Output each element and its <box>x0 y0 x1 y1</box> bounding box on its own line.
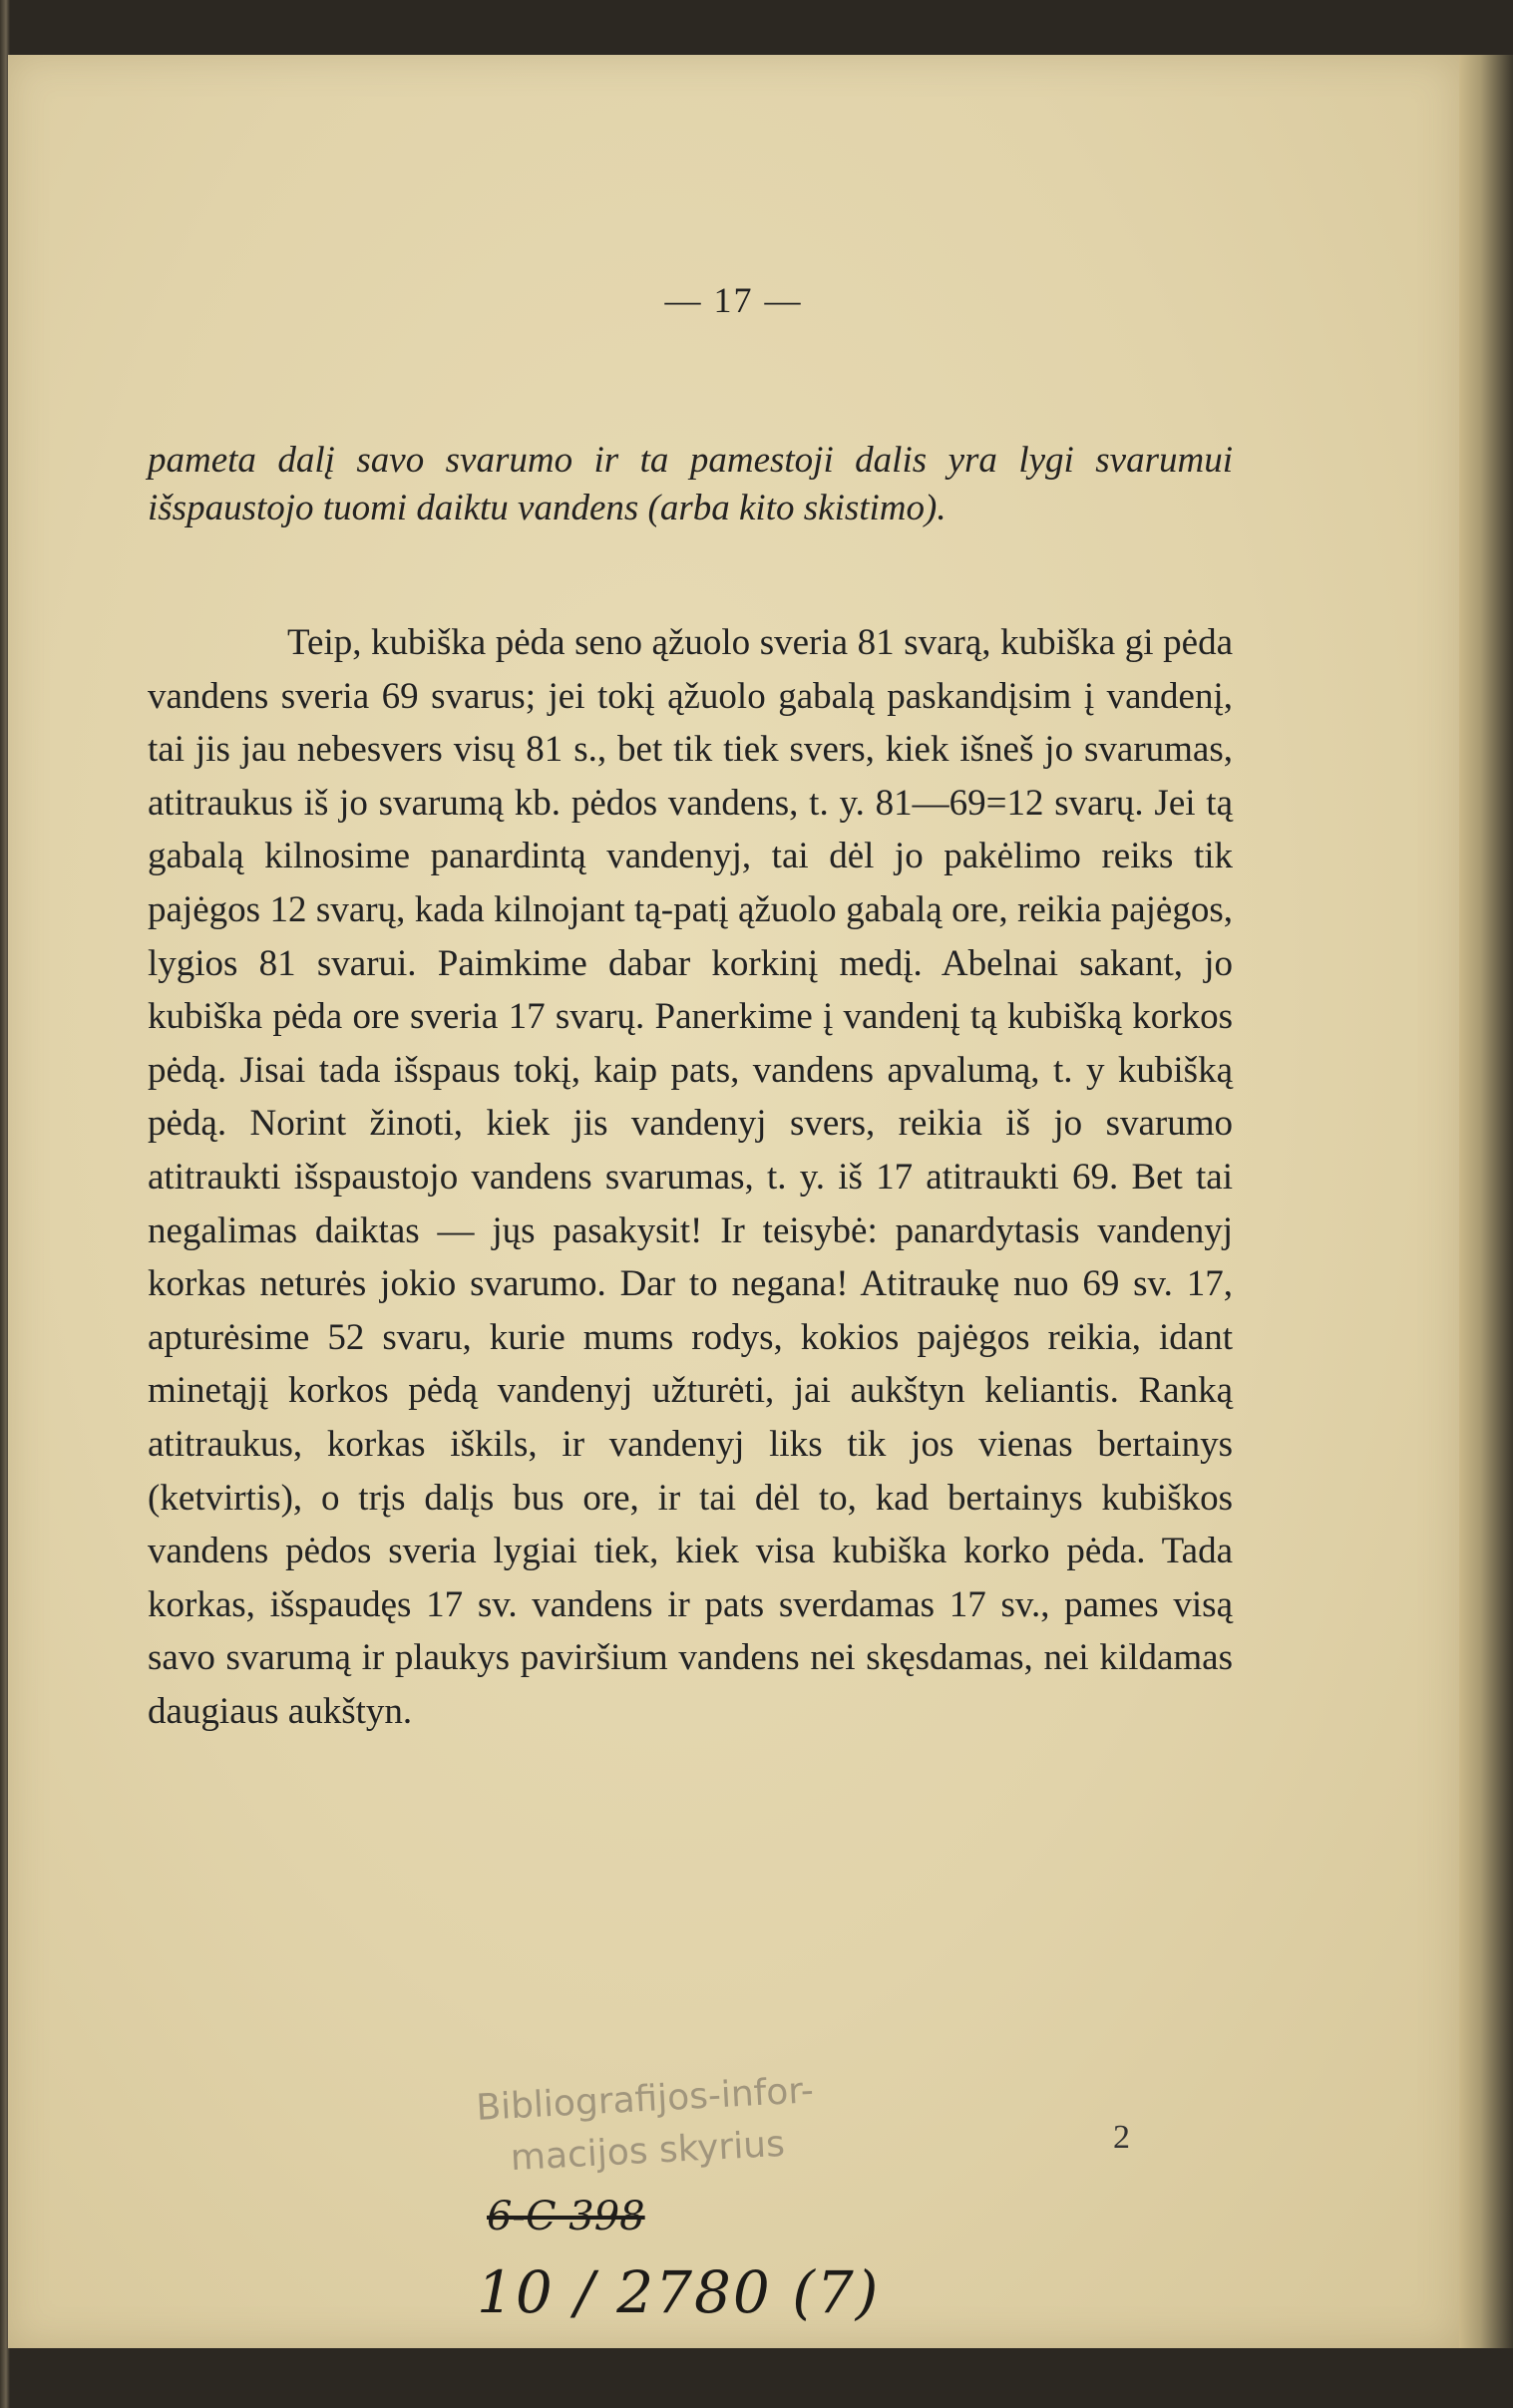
page-edge-shadow <box>1459 55 1513 2348</box>
library-stamp <box>435 2063 859 2189</box>
paragraph-text: Teip, kubiška pėda seno ąžuolo sveria 81 svarą, kubiška gi pėda vandens sveria 69 svarus; jei tokį ąžuolo gabalą paskandįsim į vandenį, tai jis jau nebesvers visų 81 s., bet tik tiek svers, kiek išneš jo svarumas, atitraukus iš jo svarumą kb. pėdos vandens, t. y. 81—69=12 svarų. Jei tą gabalą kilnosime panardintą vandenyj, tai dėl jo pakėlimo reiks tik pajėgos 12 svarų, kada kilnojant tą-patį ąžuolo gabalą ore, reikia pajėgos, lygios 81 svarui. Paimkime dabar korkinį medį. Abelnai sakant, jo kubiška pėda ore sveria 17 svarų. Panerkime į vandenį tą kubišką korkos pėdą. Jisai tada išspaus tokį, kaip pats, vandens apvalumą, t. y kubišką pėdą. Norint žinoti, kiek jis vandenyj svers, reikia iš jo svarumo atitraukti išspaustojo vandens svarumas, t. y. iš 17 atitraukti 69. Bet tai negalimas daiktas — jųs pasakysit! Ir teisybė: panardytasis vandenyj korkas neturės jokio svarumo. Dar to negana! Atitraukę nuo 69 sv. 17, apturėsime 52 svaru, kurie mums rodys, kokios pajėgos reikia, idant minetąjį korkos pėdą vandenyj užturėti, jai aukštyn keliantis. Ranką atitraukus, korkas iškils, ir vandenyj liks tik jos vienas bertainys (ketvirtis), o trįs dalįs bus ore, ir tai dėl to, kad bertainys kubiškos vandens pėdos sveria lygiai tiek, kiek visa kubiška korko pėda. Tada korkas, išspaudęs 17 sv. vandens ir pats sverdamas 17 sv., pames visą savo svarumą ir plaukys paviršium vandens nei skęsdamas, nei kildamas daugiaus aukštyn. <box>148 622 1233 1732</box>
stamp-line-1: Bibliografijos-infor- <box>475 2070 815 2129</box>
book-page <box>8 55 1459 2348</box>
stamp-line-2: macijos skyrius <box>509 2123 786 2180</box>
page-number: — 17 — <box>664 280 803 320</box>
main-paragraph <box>148 616 1233 1738</box>
new-shelfmark: 10 / 2780 (7) <box>477 2258 881 2326</box>
intro-italic-text: pameta dalį savo svarumo ir ta pamestoji dalis yra lygi svarumui išspaustojo tuomi daiktu vandens (arba kito skistimo). <box>148 440 1233 528</box>
sheet-number: 2 <box>1113 2119 1130 2156</box>
old-shelfmark: 6-C 398 <box>487 2194 645 2239</box>
